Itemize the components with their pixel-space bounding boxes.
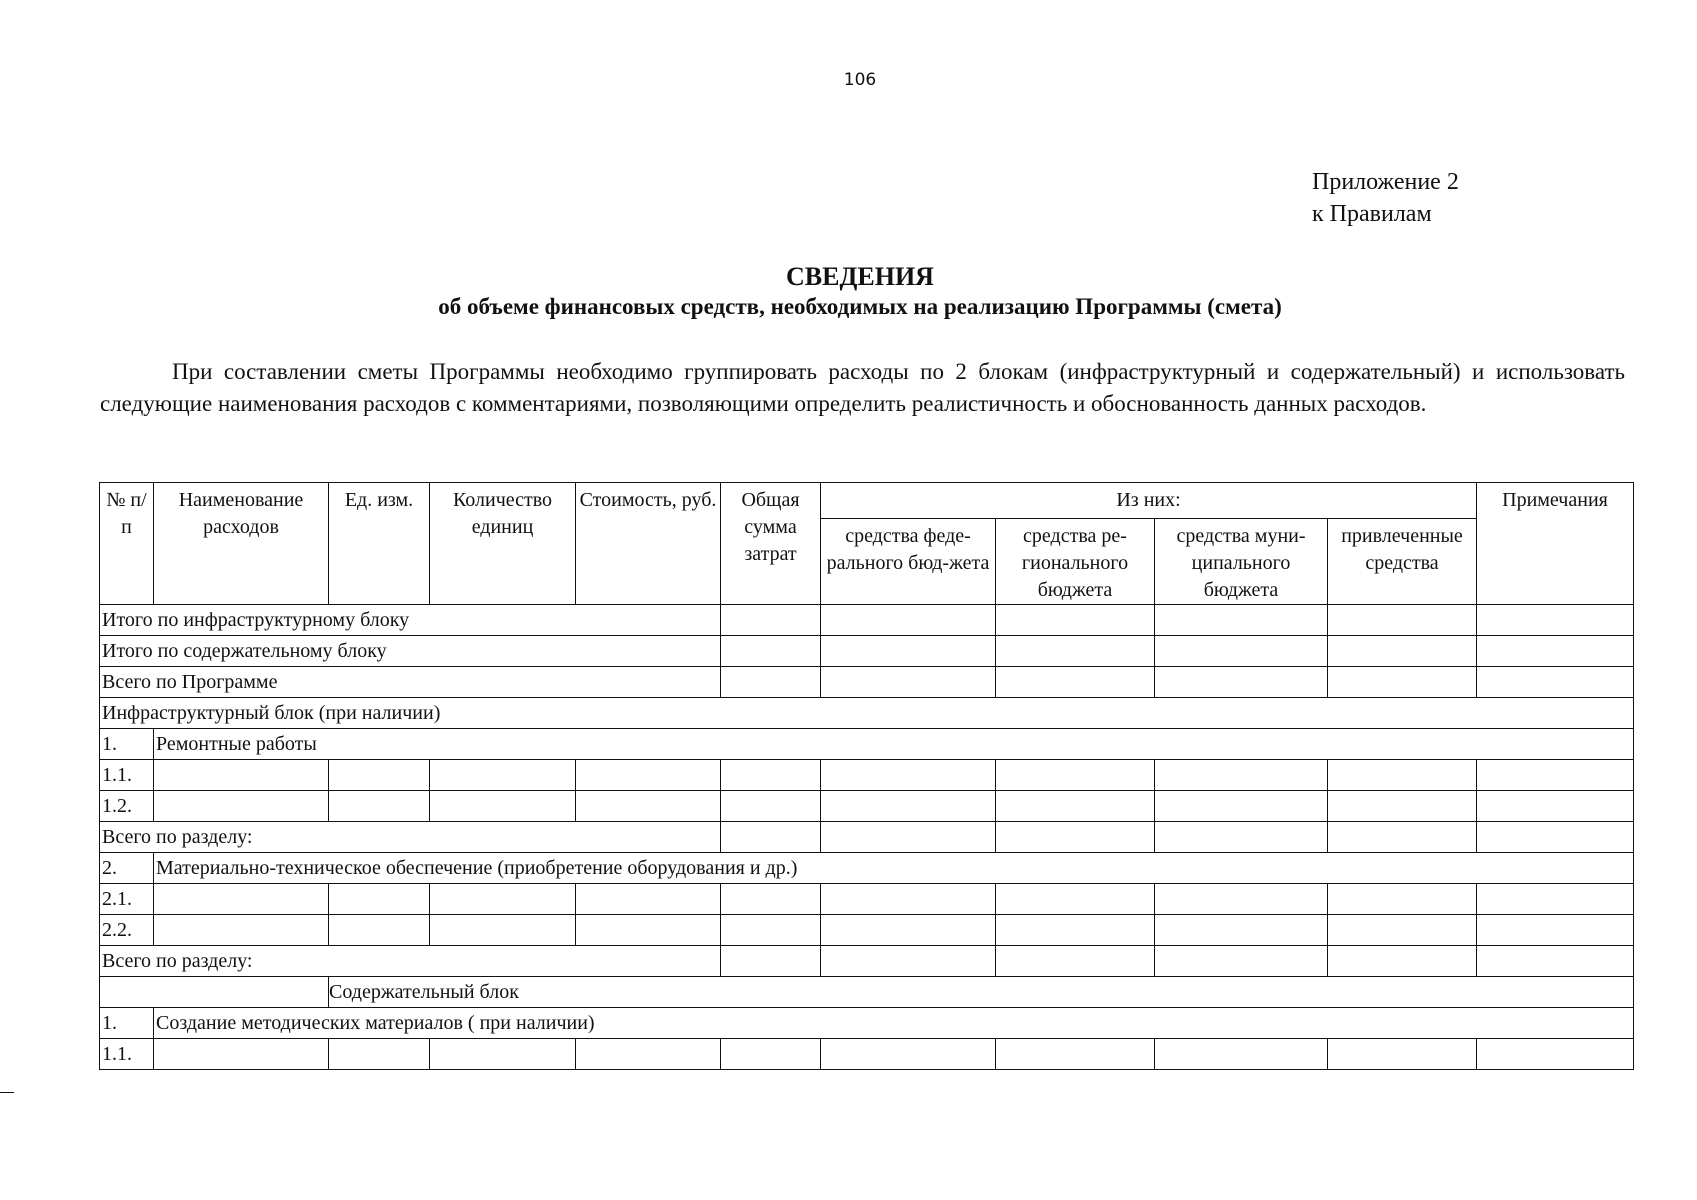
section-total-label: Всего по разделу: [100,822,721,853]
page-number: 106 [843,70,877,90]
section-name: Ремонтные работы [154,729,1634,760]
document-title: СВЕДЕНИЯ [786,262,934,291]
header-municipal: средства муни-ципального бюджета [1155,519,1328,605]
table-row [100,853,1634,884]
item-number: 2.1. [100,884,154,915]
item-number: 1.1. [100,760,154,791]
item-number: 1.1. [100,1039,154,1070]
table-row [100,946,1634,977]
header-attracted: привлеченные средства [1328,519,1477,605]
document-subtitle: об объеме финансовых средств, необходимых на реализацию Программы (смета) [438,294,1282,319]
table-row [100,667,1634,698]
appendix-line-2: к Правилам [1312,201,1432,227]
block-heading: Содержательный блок [329,977,1634,1008]
table-row [100,1008,1634,1039]
appendix-note [1312,166,1459,230]
margin-mark [0,1092,14,1093]
appendix-line-1: Приложение 2 [1312,169,1459,195]
table-row [100,977,1634,1008]
header-of-them: Из них: [821,483,1477,519]
block-heading: Инфраструктурный блок (при наличии) [100,698,1634,729]
item-number: 2.2. [100,915,154,946]
item-number: 1.2. [100,791,154,822]
header-qty: Количество единиц [430,483,576,605]
header-name: Наименование расходов [154,483,329,605]
table-row [100,791,1634,822]
section-name: Создание методических материалов ( при наличии) [154,1008,1634,1039]
header-total: Общая сумма затрат [721,483,821,605]
section-name: Материально-техническое обеспечение (приобретение оборудования и др.) [154,853,1634,884]
table-row [100,698,1634,729]
budget-table [99,482,1634,1070]
row-label: Всего по Программе [100,667,721,698]
section-number: 1. [100,1008,154,1039]
row-label: Итого по инфраструктурному блоку [100,605,721,636]
table-row [100,884,1634,915]
section-number: 2. [100,853,154,884]
table-row [100,1039,1634,1070]
table-row [100,760,1634,791]
header-federal: средства феде-рального бюд-жета [821,519,996,605]
table-row [100,605,1634,636]
header-regional: средства ре-гионального бюджета [996,519,1155,605]
table-row [100,729,1634,760]
header-unit: Ед. изм. [329,483,430,605]
table-row [100,915,1634,946]
header-notes: Примечания [1477,483,1634,605]
header-cost: Стоимость, руб. [576,483,721,605]
header-num: № п/п [100,483,154,605]
table-row [100,822,1634,853]
section-number: 1. [100,729,154,760]
intro-paragraph: При составлении сметы Программы необходимо группировать расходы по 2 блокам (инфраструктурный и содержательный) и использовать следующие наименования расходов с комментариями, позволяющими определить реалистичность и обоснованность данных расходов. [100,359,1625,416]
section-total-label: Всего по разделу: [100,946,721,977]
row-label: Итого по содержательному блоку [100,636,721,667]
table-row [100,636,1634,667]
